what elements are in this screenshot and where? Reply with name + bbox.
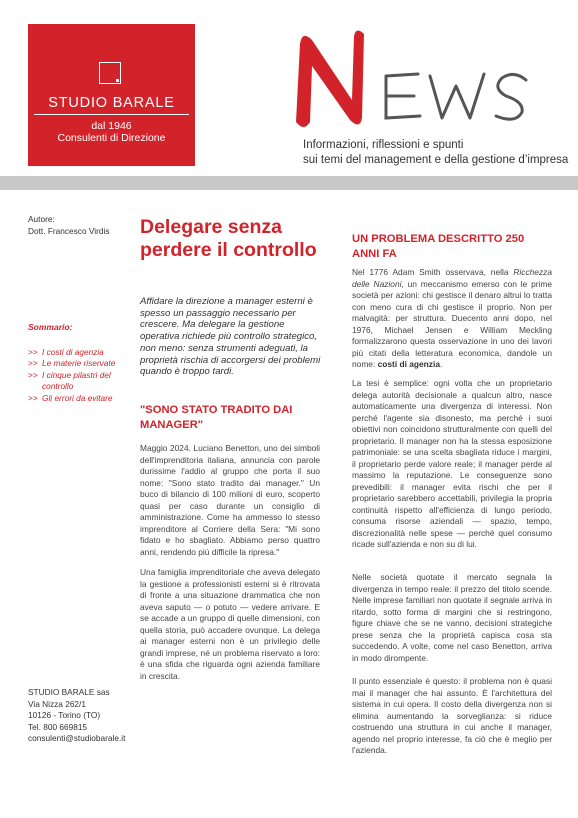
section-title-tradito: "SONO STATO TRADITO DAI MANAGER" xyxy=(140,404,293,431)
company-name: STUDIO BARALE sas xyxy=(28,687,110,697)
company-city: 10126 - Torino (TO) xyxy=(28,710,101,721)
news-tagline-line2: sui temi del management e della gestione d’impresa xyxy=(303,153,569,166)
author-label: Autore: xyxy=(28,214,55,224)
summary-item[interactable]: >> I costi di agenzia xyxy=(28,347,136,358)
logo-square-icon xyxy=(99,62,121,84)
section2-paragraph-2: La tesi è semplice: ogni volta che un proprietario delega autorità decisionale a qualcun altro, nasce automaticamente una divergenza di interessi. Non perché l'agente sia disonesto, ma perché i suoi obiettivi non coincidono strutturalmente con quelli del proprietario. Il manager non ha la stessa esposizione patrimoniale: se una scelta sbagliata riduce i margini, il proprietario perde valore reale; il manager perde al massimo la reputazione. Le conseguenze sono prevedibili: il manager evita rischi che per il proprietario sarebbero accettabili, privilegia la propria continuità rispetto all'efficienza di lungo periodo, consuma risorse aziendali — spazio, tempo, discrezionalità nelle spese — perché quel consumo ricade sull'azienda e non su di lui. xyxy=(352,378,552,549)
logo-tagline: Consulenti di Direzione xyxy=(57,132,166,144)
section2-paragraph-4: Il punto essenziale è questo: il problema non è quasi mai il manager che hai assunto. È l'architettura del sistema in cui opera. Il costo della divergenza non si elimina aumentando la sorveglianza: si riduce costruendo una struttura in cui anche il manager, agendo nel proprio interesse, fa ciò che è meglio per l'azienda. xyxy=(352,676,552,755)
section2-paragraph-1: Nel 1776 Adam Smith osservava, nella Ricchezza delle Nazioni, un meccanismo emerso con le prime società per azioni: chi gestisce il denaro altrui lo tratta con meno cura di chi gestisce il proprio. Non per malvagità: per struttura. Duecento anni dopo, nel 1976, Michael Jensen e William Meckling formalizzarono questa osservazione in uno dei lavori più citati della letteratura economica, dandole un nome: costi di agenzia. xyxy=(352,267,553,369)
key-term: costi di agenzia xyxy=(377,359,440,369)
company-email[interactable]: consulenti@studiobarale.it xyxy=(28,733,126,744)
logo-since: dal 1946 xyxy=(91,120,132,132)
logo-divider xyxy=(34,114,189,115)
book-title: Ricchezza delle Nazioni xyxy=(352,267,552,289)
logo-brand-name: STUDIO BARALE xyxy=(48,95,175,111)
summary-list xyxy=(28,347,136,404)
summary-item[interactable]: >> I cinque pilastri del controllo xyxy=(28,370,136,393)
company-address xyxy=(28,687,125,745)
news-tagline xyxy=(303,138,573,167)
section1-paragraph-2: Una famiglia imprenditoriale che aveva delegato la gestione a professionisti esterni si è ritrovata di fronte a una situazione drammatica che non aveva saputo — o potuto — vedere arrivare. E se accade a un gruppo di quelle dimensioni, con quella storia, può accadere ovunque. La delega ai manager esterni non è un privilegio delle grandi imprese, né un problema riservato a loro: è una sfida che riguarda ogni azienda familiare in crescita. xyxy=(140,567,320,681)
company-phone: Tel. 800 669815 xyxy=(28,721,88,732)
summary-heading: Sommario: xyxy=(28,322,73,332)
summary-item[interactable]: >> Le materie riservate xyxy=(28,358,136,369)
studio-barale-logo xyxy=(28,24,195,166)
section-title-problema: UN PROBLEMA DESCRITTO 250 ANNI FA xyxy=(352,233,525,260)
section2-paragraph-3: Nelle società quotate il mercato segnala la divergenza in tempo reale: il prezzo del titolo scende. Nelle imprese familiari non quotate il segnale arriva in ritardo, sotto forma di margini che si restringono, figure chiave che se ne vanno, decisioni strategiche prese senza che la proprietà capisca cosa sta succedendo. A volte, come nel caso Benetton, arriva in modo dirompente. xyxy=(352,572,552,663)
article-headline: Delegare senza perdere il controllo xyxy=(140,216,317,261)
section1-paragraph-1: Maggio 2024. Luciano Benetton, uno dei simboli dell'imprenditoria italiana, annuncia con parole durissime l'addio al gruppo che porta il suo nome: "Sono stato tradito dai manager." Un buco di bilancio di 100 milioni di euro, scoperto quasi per caso durante un consiglio di amministrazione. Come ha ammesso lo stesso imprenditore al Corriere della Sera: "Mi sono fidato e ho sbagliato. Abbiamo perso quattro anni, rendendo più difficile la ripresa." xyxy=(140,443,320,557)
company-street: Via Nizza 262/1 xyxy=(28,698,86,709)
header-band xyxy=(0,176,578,190)
author-name: Dott. Francesco Virdis xyxy=(28,226,110,236)
news-masthead-logo xyxy=(290,14,560,134)
news-tagline-line1: Informazioni, riflessioni e spunti xyxy=(303,139,464,151)
article-lead: Affidare la direzione a manager esterni è spesso un passaggio necessario per crescere. Ma delegare la gestione operativa richiede più controllo strategico, non meno: senza strumenti adeguati, la proprietà rischia di accorgersi dei problemi quando è troppo tardi. xyxy=(140,296,321,378)
summary-item[interactable]: >> Gli errori da evitare xyxy=(28,393,136,404)
